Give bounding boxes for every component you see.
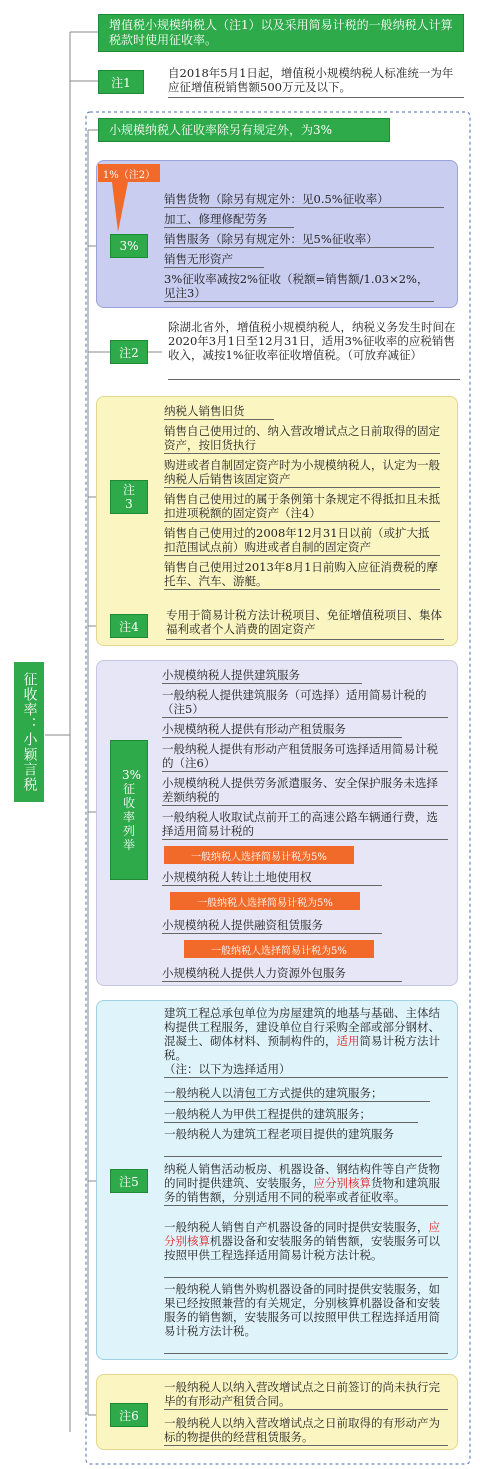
note1-label-text: 注1 <box>111 75 131 90</box>
note5-item-text: 机器设备和安装服务的销售额，安装服务可以按照甲供工程选择适用简易计税方法计税。 <box>164 1234 440 1262</box>
list3-item: 小规模纳税人提供融资租赁服务 <box>162 918 382 934</box>
list3-item: 小规模纳税人提供建筑服务 <box>162 668 362 684</box>
top-title-text: 增值税小规模纳税人（注1）以及采用简易计税的一般纳税人计算税款时使用征收率。 <box>109 18 453 47</box>
note6-item: 一般纳税人以纳入营改增试点之日前签订的尚未执行完毕的有形动产租赁合同。 <box>164 1380 448 1410</box>
note5-item: 一般纳税人为甲供工程提供的建筑服务； <box>164 1107 418 1123</box>
rate3-item: 3%征收率减按2%征收（税额=销售额/1.03×2%，见注3） <box>164 272 434 302</box>
note5-intro <box>164 1006 448 1078</box>
note5-label-text: 注5 <box>119 1174 139 1189</box>
main-title-text: 小规模纳税人征收率除另有规定外，为3% <box>109 122 333 137</box>
note3-item: 销售自己使用过的属于条例第十条规定不得抵扣且未抵扣进项税额的固定资产（注4） <box>164 492 440 520</box>
root-label: 征收率：小颖言税 <box>21 672 38 792</box>
note4-text: 专用于简易计税方法计税项目、免征增值税项目、集体福利或者个人消费的固定资产 <box>166 608 444 640</box>
list3-item: 小规模纳税人转让土地使用权 <box>162 870 382 886</box>
note2-label-text: 注2 <box>119 345 139 360</box>
note3-item: 销售自己使用过2013年8月1日前购入应征消费税的摩托车、汽车、游艇。 <box>164 560 440 590</box>
note6-item: 一般纳税人以纳入营改增试点之日前取得的有形动产为标的物提供的经营租赁服务。 <box>164 1416 448 1446</box>
list3-item: 小规模纳税人提供人力资源外包服务 <box>162 966 402 982</box>
note3-label[interactable] <box>110 480 148 514</box>
note5-intro-text: 建筑工程总承包单位为房屋建筑的地基与基础、主体结构提供工程服务，建设单位自行采购全部或部分钢材、混凝土、砌体材料、预制构件的， <box>164 1006 440 1048</box>
list3-tag <box>184 940 374 958</box>
note4-label[interactable] <box>110 614 148 638</box>
note3-item: 销售自己使用过的2008年12月31日以前（或扩大抵扣范围试点前）购进或者自制的固定资产 <box>164 526 440 556</box>
rate3-label-text: 3% <box>119 239 139 253</box>
note5-item <box>164 1220 448 1278</box>
note5-item-highlight: 应分别核算 <box>164 1220 440 1248</box>
list3-tag-text: 一般纳税人选择简易计税为5% <box>197 897 333 909</box>
note5-intro-note: （注：以下为选择适用） <box>164 1062 291 1076</box>
list3-label[interactable] <box>110 740 148 880</box>
note5-item: 一般纳税人以清包工方式提供的建筑服务； <box>164 1086 430 1102</box>
note5-item-text: 纳税人销售活动板房、机器设备、钢结构件等自产货物的同时提供建筑、安装服务， <box>164 1162 440 1190</box>
note5-item-text: 货物和建筑服务的销售额，分别适用不同的税率或者征收率。 <box>164 1176 440 1204</box>
rate3-label[interactable] <box>110 234 148 258</box>
list3-item: 一般纳税人提供建筑服务（可选择）适用简易计税的（注5） <box>162 688 448 718</box>
note5-item: 一般纳税人销售外购机器设备的同时提供安装服务，如果已经按照兼营的有关规定，分别核算机器设备和安装服务的销售额，安装服务可以按照甲供工程选择适用简易计税方法计税。 <box>164 1282 448 1354</box>
rate3-item: 加工、修理修配劳务 <box>164 212 294 228</box>
list3-tag-text: 一般纳税人选择简易计税为5% <box>211 945 347 957</box>
list3-item: 一般纳税人收取试点前开工的高速公路车辆通行费，选择适用简易计税的 <box>162 810 448 840</box>
list3-tag <box>170 892 360 910</box>
list3-item: 小规模纳税人提供劳务派遣服务、安全保护服务未选择差额纳税的 <box>162 776 448 806</box>
note5-item <box>164 1162 448 1206</box>
note6-label-text: 注6 <box>119 1408 139 1423</box>
note3-item: 销售自己使用过的、纳入营改增试点之日前取得的固定资产，按旧货执行 <box>164 424 440 452</box>
note1-text: 自2018年5月1日起，增值税小规模纳税人标准统一为年应征增值税销售额500万元及以下。 <box>168 66 464 98</box>
rate3-item: 销售无形资产 <box>164 252 264 268</box>
rate3-item: 销售服务（除另有规定外：见5%征收率） <box>164 232 434 248</box>
note5-item: 一般纳税人为建筑工程老项目提供的建筑服务 <box>164 1127 442 1157</box>
note5-item-highlight: 应分别核算 <box>313 1176 371 1190</box>
rate3-callout-text: 1%（注2） <box>102 169 156 181</box>
note2-label[interactable] <box>110 340 148 364</box>
note6-label[interactable] <box>110 1403 148 1427</box>
list3-item: 小规模纳税人提供有形动产租赁服务 <box>162 722 402 738</box>
list3-item: 一般纳税人提供有形动产租赁服务可选择适用简易计税的（注6） <box>162 742 448 772</box>
note4-label-text: 注4 <box>119 619 139 634</box>
note3-item: 购进或者自制固定资产时为小规模纳税人，认定为一般纳税人后销售该固定资产 <box>164 458 440 486</box>
list3-label-text: 3%征收率列举 <box>122 768 142 852</box>
note3-item: 纳税人销售旧货 <box>164 404 274 420</box>
rate3-item: 销售货物（除另有规定外：见0.5%征收率） <box>164 192 444 208</box>
note5-label[interactable] <box>110 1169 148 1193</box>
list3-tag <box>164 846 354 864</box>
list3-tag-text: 一般纳税人选择简易计税为5% <box>191 851 327 863</box>
note5-intro-text: 简易计税方法计税。 <box>164 1034 440 1062</box>
note5-item-text: 一般纳税人销售自产机器设备的同时提供安装服务， <box>164 1220 429 1234</box>
note3-label-text: 注3 <box>122 483 135 511</box>
note2-text: 除湖北省外，增值税小规模纳税人，纳税义务发生时间在2020年3月1日至12月31日，适用3%征收率的应税销售收入，减按1%征收率征收增值税。（可放弃减征） <box>168 320 460 380</box>
note5-intro-highlight: 适用 <box>336 1034 360 1048</box>
